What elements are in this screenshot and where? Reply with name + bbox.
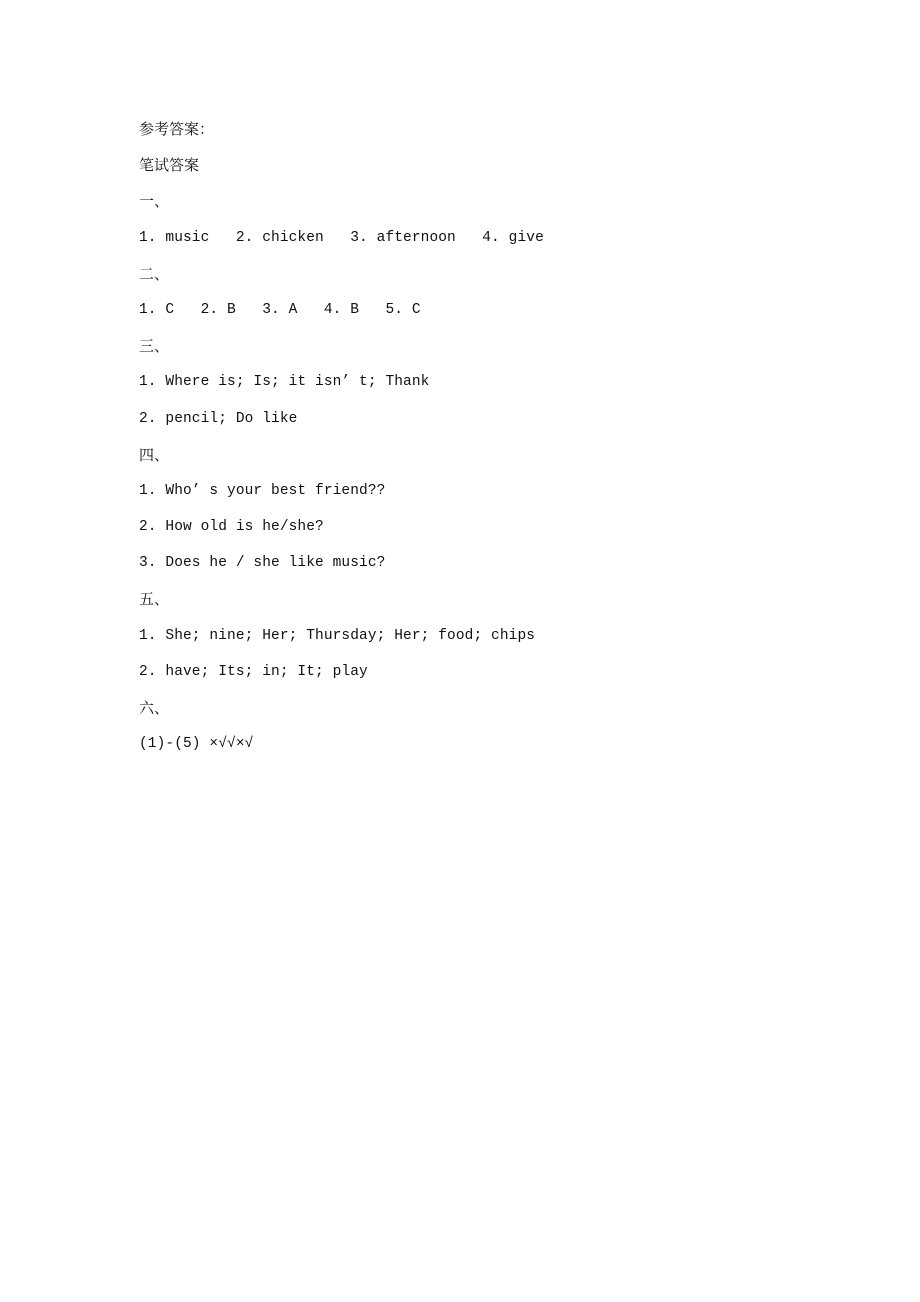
section-2-label: 二、 xyxy=(139,264,170,283)
section-5-line-1: 1. She; nine; Her; Thursday; Her; food; chips xyxy=(139,627,536,644)
section-4-line-2: 2. How old is he/she? xyxy=(139,519,324,536)
section-1-line-1: 1. music 2. chicken 3. afternoon 4. give xyxy=(139,229,544,246)
written-answers-subheading: 笔试答案 xyxy=(139,156,200,175)
section-2-line-1: 1. C 2. B 3. A 4. B 5. C xyxy=(139,301,421,318)
section-5-line-2: 2. have; Its; in; It; play xyxy=(139,663,368,680)
section-4-line-3: 3. Does he / she like music? xyxy=(139,555,386,572)
section-3-label: 三、 xyxy=(139,337,170,356)
answer-key xyxy=(139,117,839,768)
section-3-line-2: 2. pencil; Do like xyxy=(139,410,298,427)
section-4-line-1: 1. Who’ s your best friend?? xyxy=(139,482,386,499)
answer-heading: 参考答案： xyxy=(139,120,215,138)
section-4-label: 四、 xyxy=(139,445,170,464)
section-6-line-1: (1)-(5) ×√√×√ xyxy=(139,736,254,753)
section-3-line-1: 1. Where is; Is; it isn’ t; Thank xyxy=(139,374,430,391)
section-6-label: 六、 xyxy=(139,699,170,717)
section-5-label: 五、 xyxy=(139,590,170,609)
section-1-label: 一、 xyxy=(139,192,170,211)
